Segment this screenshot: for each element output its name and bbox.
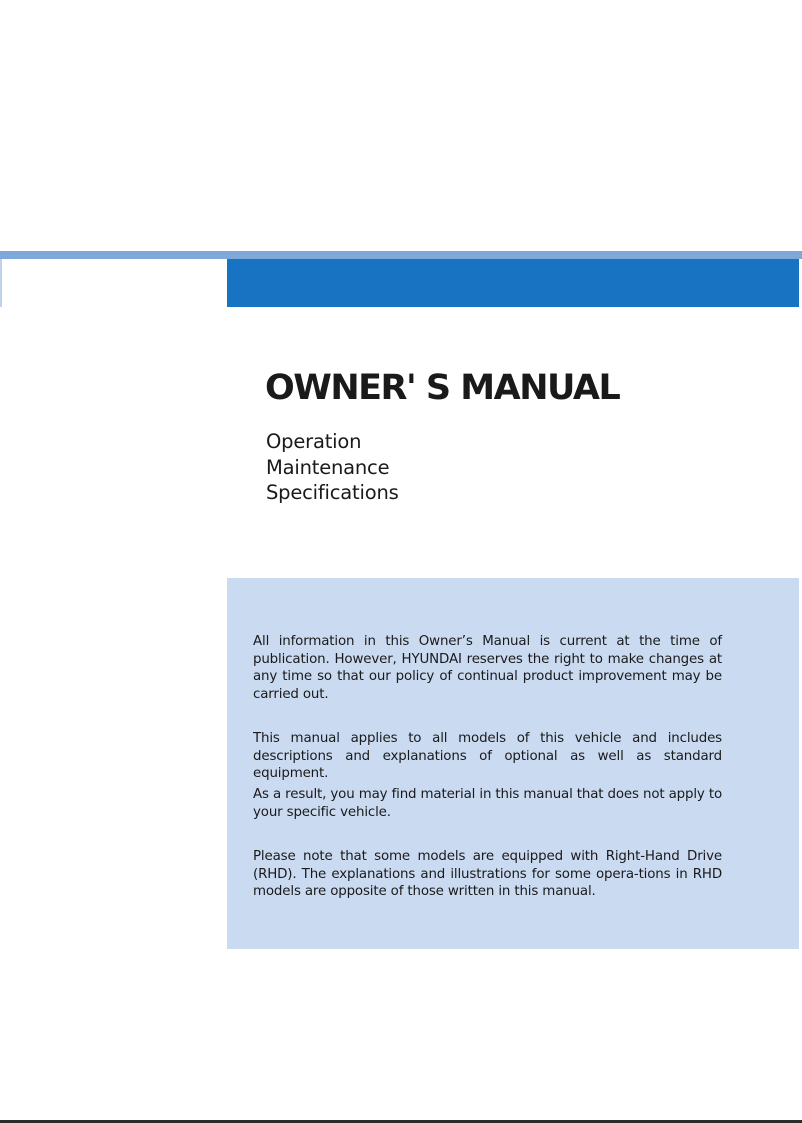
subtitle-maintenance: Maintenance — [266, 455, 390, 479]
notice-paragraph-all-models: This manual applies to all models of this vehicle and includes descriptions and explanations of optional as well as standard equipment. — [253, 731, 722, 781]
notice-paragraph-rhd: Please note that some models are equipped with Right-Hand Drive (RHD). The explanations and illustrations for some opera-tions in RHD models are opposite of those written in this manual. — [253, 849, 722, 899]
notice-panel — [227, 578, 799, 949]
subtitle-operation: Operation — [266, 430, 362, 453]
manual-title: OWNER' S MANUAL — [265, 368, 620, 408]
subtitle-specifications: Specifications — [266, 481, 399, 504]
header-color-band — [227, 259, 799, 307]
notice-paragraph-specific-vehicle: As a result, you may find material in this manual that does not apply to your specific vehicle. — [253, 787, 722, 820]
manual-subtitle-list — [266, 429, 399, 506]
left-edge-mark — [0, 259, 2, 307]
top-accent-stripe — [0, 251, 802, 259]
notice-paragraph-current-information: All information in this Owner’s Manual is current at the time of publication. However, HYUNDAI reserves the right to make changes at any time so that our policy of continual product improvement may be carried out. — [253, 634, 722, 702]
